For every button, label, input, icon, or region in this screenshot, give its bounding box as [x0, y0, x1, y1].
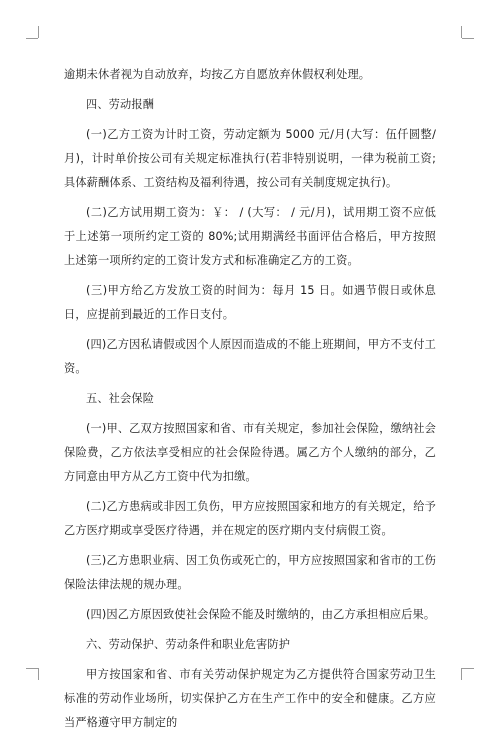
crop-mark-top-left-horizontal	[26, 38, 38, 39]
crop-mark-top-left-vertical	[38, 26, 39, 38]
section-heading-social-insurance: 五、社会保险	[86, 392, 155, 405]
clause-work-environment: 甲方按国家和省、市有关劳动保护规定为乙方提供符合国家劳动卫生标准的劳动作业场所，切实保护乙方在生产工作中的安全和健康。乙方应当严格遵守甲方制定的	[64, 668, 436, 729]
crop-mark-top-right-vertical	[461, 26, 462, 38]
section-heading-labor-remuneration: 四、劳动报酬	[86, 98, 155, 111]
clause-pay-date: (三)甲方给乙方发放工资的时间为：每月 15 日。如遇节假日或休息日，应提前到最近的工作日支付。	[64, 284, 436, 321]
section-heading-labor-protection: 六、劳动保护、劳动条件和职业危害防护	[86, 638, 291, 651]
clause-work-injury: (三)乙方患职业病、因工负伤或死亡的，甲方应按照国家和省市的工伤保险法律法规的规办理。	[64, 554, 436, 591]
crop-mark-top-right-horizontal	[462, 38, 474, 39]
crop-mark-bottom-right-horizontal	[462, 668, 474, 669]
clause-insurance-failure: (四)因乙方原因致使社会保险不能及时缴纳的，由乙方承担相应后果。	[86, 608, 436, 621]
clause-insurance-contribution: (一)甲、乙双方按照国家和省、市有关规定，参加社会保险，缴纳社会保险费，乙方依法享受相应的社会保险待遇。属乙方个人缴纳的部分，乙方同意由甲方从乙方工资中代为扣缴。	[64, 422, 436, 483]
clause-probation-wage: (二)乙方试用期工资为：￥： / (大写： / 元/月)，试用期工资不应低于上述第一项所约定工资的 80%;试用期满经书面评估合格后，甲方按照上述第一项所约定的工资计发方式和标准确定乙方的工资。	[64, 206, 436, 267]
clause-sick-leave: (二)乙方患病或非因工负伤，甲方应按照国家和地方的有关规定，给予乙方医疗期或享受医疗待遇，并在规定的医疗期内支付病假工资。	[64, 500, 436, 537]
clause-wage-standard: (一)乙方工资为计时工资，劳动定额为 5000 元/月(大写：伍仟圆整/月)，计时单价按公司有关规定标准执行(若非特别说明，一律为税前工资;具体薪酬体系、工资结构及福利待遇，按公司有关制度规定执行)。	[64, 128, 436, 189]
crop-mark-bottom-right-vertical	[461, 668, 462, 680]
clause-personal-leave: (四)乙方因私请假或因个人原因而造成的不能上班期间，甲方不支付工资。	[64, 338, 436, 375]
crop-mark-bottom-left-vertical	[38, 668, 39, 680]
crop-mark-bottom-left-horizontal	[26, 668, 38, 669]
document-body	[64, 63, 436, 741]
paragraph-leave-forfeit: 逾期未休者视为自动放弃，均按乙方自愿放弃休假权利处理。	[64, 68, 371, 81]
